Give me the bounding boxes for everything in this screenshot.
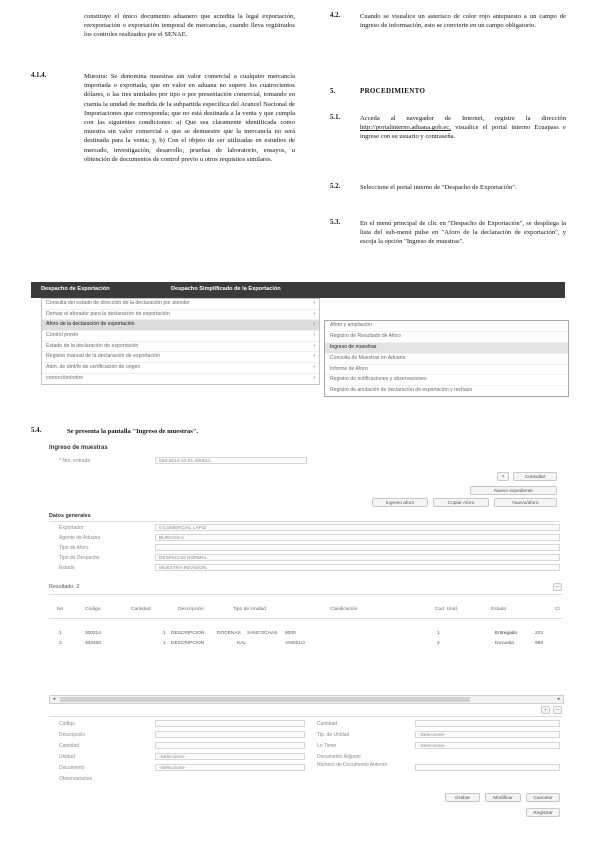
- menu-item[interactable]: Derivar el aforador para la declaración de exportación ›: [42, 310, 319, 321]
- prior-document-input[interactable]: [415, 764, 560, 771]
- status-field[interactable]: MUESTRA REVISION: [155, 564, 560, 571]
- ingreso-muestras-screen: Ingreso de muestras * Nro. entrada 028-2013-10-01-000011 ? Consultar Nuevo expediente Ingreso aforo Copiar Aforo Nuevo/aforo Datos generales Exportador 0 COMERCIAL LAPIZ Agente de Aduana BURGOS A Tipo de Aforo Tipo de Despacho DESPACHO NORMAL Estado MUESTRA REVISION Resultado: 2 − No Código Cantidad Descripción Tipo de Unidad Clasificación Cod. Unid. Estado Cl 1 300214 1 DESCRIPCION DOCENAS SANCOCHAS 8000 1 Entregado 222 2 300400 1 DESCRIPCION KAL ANGELO 2 Devuelta 999 ◂ ▸ + − Código Descripción Cantidad Unidad -Seleccione- Documento -Seleccione- Observaciones Cantidad Tip. de Unidad -Seleccione- Lo Tiene -Seleccione- Documento Adjunto Número de Documento Anterior Grabar Modificar Cancelar Registrar: [45, 441, 570, 823]
- column-header[interactable]: Estado: [491, 607, 507, 612]
- menu-item[interactable]: Registro manual de la declaración de exportación ›: [42, 352, 319, 363]
- menu-item[interactable]: Adm. de dmt/fe de certificación de origen ›: [42, 363, 319, 374]
- menu-tab-despacho-simplificado[interactable]: Despacho Simplificado de la Exportación: [171, 286, 281, 292]
- paragraph-asterisco: Cuando se visualice un asterisco de color rojo antepuesto a un campo de ingreso de información, esto se convierte en un campo obligatorio.: [360, 13, 566, 30]
- menu-item[interactable]: Estado de la declaración de exportación ›: [42, 342, 319, 353]
- menu-item[interactable]: Consulta del estado de dirección de la declaración por atender ›: [42, 299, 319, 310]
- divider: [49, 716, 562, 717]
- paragraph-muestra: Muestra: Se denomina muestras sin valor comercial a cualquier mercancía importada o exportada, que en valor en aduana no supere los cuatrocientos dólares, o las tres unidades por tipo o por presentación comercial, tomando en cuenta la unidad de medida de la subpartida específica del Arancel Nacional de Importaciones que corresponda; que no está destinada a la venta y que cumpla con las siguientes condiciones: a) Que sea claramente identificada como muestra sin valor comercial o que se demuestre que la mercancía no será destinada para la venta; y, b) Con el objeto de ser utilizadas en estudios de mercado, investigación, desarrollo, pruebas de laboratorio, ensayos, u obtención de documentos de control previo u otros requisitos similares.: [84, 73, 295, 163]
- field-label: Documento: [59, 765, 85, 771]
- field-label: Estado: [59, 565, 75, 571]
- dropdown-menu: [41, 298, 320, 385]
- field-label: Unidad: [59, 754, 75, 760]
- paragraph-acceda: [360, 114, 566, 142]
- main-menu-bar: [31, 282, 565, 298]
- field-label: Documento Adjunto: [317, 754, 361, 760]
- item-number: 4.1.4.: [31, 72, 47, 79]
- chevron-right-icon: ›: [313, 353, 315, 360]
- column-header[interactable]: No: [57, 607, 64, 612]
- modify-button[interactable]: Modificar: [485, 793, 521, 802]
- scroll-left-icon[interactable]: ◂: [52, 696, 56, 702]
- add-row-icon[interactable]: +: [541, 706, 550, 714]
- column-header[interactable]: Clasificación: [330, 607, 358, 612]
- text-fragment: visualice el portal interno Ecuapass e ingrese con su usuario y contraseña.: [360, 124, 566, 141]
- help-button[interactable]: ?: [497, 472, 509, 481]
- register-button[interactable]: Registrar: [526, 808, 560, 817]
- form-title: Ingreso de muestras: [49, 445, 108, 451]
- section-header: Datos generales: [49, 513, 91, 519]
- submenu-item[interactable]: Aforo y ampliación: [325, 321, 568, 332]
- section-number: 5.: [330, 87, 336, 95]
- new-file-button[interactable]: Nuevo expediente: [470, 486, 557, 495]
- portal-link[interactable]: http://portalinterno.aduana.gob.ec,: [360, 124, 451, 132]
- new-aforo-button[interactable]: Nuevo/aforo: [494, 498, 557, 507]
- has-it-select[interactable]: -Seleccione-: [415, 742, 560, 749]
- field-label: Lo Tiene: [317, 743, 337, 749]
- field-label: Número de Documento Anterior: [317, 762, 388, 768]
- section-title: PROCEDIMIENTO: [360, 87, 426, 95]
- unit-select[interactable]: -Seleccione-: [155, 753, 305, 760]
- chevron-right-icon: ›: [313, 332, 315, 339]
- code-input[interactable]: [155, 720, 305, 727]
- unit-type-select[interactable]: -Seleccione-: [415, 731, 560, 738]
- field-label: Tipo de Despacho: [59, 555, 100, 561]
- chevron-right-icon: ›: [313, 321, 315, 328]
- column-header[interactable]: Código: [85, 607, 101, 612]
- description-input[interactable]: [155, 731, 305, 738]
- chevron-right-icon: ›: [313, 300, 315, 306]
- field-label: Cantidad: [317, 721, 338, 727]
- chevron-right-icon: ›: [313, 310, 315, 317]
- field-label: Código: [59, 721, 75, 727]
- text-fragment: Acceda al navegador de Internet, registre la dirección: [360, 115, 566, 122]
- submenu-item-ingreso-muestras[interactable]: Ingreso de muestras: [325, 343, 568, 354]
- remove-row-icon[interactable]: −: [553, 706, 562, 714]
- document-select[interactable]: -Seleccione-: [155, 764, 305, 771]
- field-label: Exportador: [59, 525, 84, 531]
- quantity-input[interactable]: [155, 742, 305, 749]
- collapse-icon[interactable]: −: [553, 583, 562, 591]
- paragraph-pantalla: Se presenta la pantalla "Ingreso de muestras".: [67, 428, 199, 435]
- field-label: * Nro. entrada: [59, 458, 91, 464]
- chevron-right-icon: ›: [313, 364, 315, 371]
- item-number: 4.2.: [330, 12, 341, 19]
- paragraph-top: constituye el único documento aduanero que acredita la legal exportación, reexportación o exportación temporal de mercancías, cuando lleva registrados los controles realizados por el SENAE.: [84, 13, 295, 39]
- field-label: Descripción: [59, 732, 86, 738]
- menu-item[interactable]: corrección/retiro ›: [42, 374, 319, 384]
- paragraph-seleccione: Seleccione el portal interno de "Despacho de Exportación".: [360, 184, 517, 191]
- scrollbar-thumb[interactable]: [60, 697, 470, 702]
- copy-aforo-button[interactable]: Copiar Aforo: [433, 498, 489, 507]
- field-label: Cantidad: [59, 743, 80, 749]
- field-label: Tipo de Aforo: [59, 545, 89, 551]
- item-number: 5.1.: [330, 114, 341, 121]
- horizontal-scrollbar[interactable]: [49, 695, 564, 704]
- column-header[interactable]: Cl: [555, 607, 560, 612]
- menu-tab-despacho-exportacion[interactable]: Despacho de Exportación: [41, 286, 110, 292]
- ingreso-aforo-button[interactable]: Ingreso aforo: [372, 498, 428, 507]
- column-header[interactable]: Descripción: [178, 607, 204, 612]
- divider: [49, 618, 562, 619]
- result-count: Resultado: 2: [49, 584, 80, 590]
- entry-number-input[interactable]: 028-2013-10-01-000011: [155, 457, 307, 464]
- field-label: Agente de Aduana: [59, 535, 101, 541]
- column-header[interactable]: Tipo de Unidad: [233, 607, 266, 612]
- submenu: [324, 320, 569, 397]
- field-label: Tip. de Unidad: [317, 732, 350, 738]
- submenu-item[interactable]: Registro de notificaciones y observaciones: [325, 375, 568, 386]
- chevron-right-icon: ›: [313, 374, 315, 381]
- scroll-right-icon[interactable]: ▸: [557, 696, 561, 702]
- cancel-button[interactable]: Cancelar: [526, 793, 560, 802]
- aforo-type-field[interactable]: [155, 544, 560, 551]
- item-number: 5.4.: [31, 427, 42, 434]
- menu-item[interactable]: Control previo ›: [42, 331, 319, 342]
- submenu-item[interactable]: Registro de Resultado de Aforo: [325, 332, 568, 343]
- submenu-item[interactable]: Consulta de Muestras en Aduana: [325, 354, 568, 365]
- item-number: 5.3.: [330, 219, 341, 226]
- dispatch-type-field[interactable]: DESPACHO NORMAL: [155, 554, 560, 561]
- menu-item-aforo[interactable]: Aforo de la declaración de exportación ›: [42, 320, 319, 331]
- item-number: 5.2.: [330, 183, 341, 190]
- save-button[interactable]: Grabar: [445, 793, 480, 802]
- submenu-item[interactable]: Registro de anulación de declaración de exportación y rechazo: [330, 387, 473, 394]
- column-header[interactable]: Cod. Unid.: [435, 607, 459, 612]
- column-header[interactable]: Cantidad: [131, 607, 151, 612]
- exporter-field[interactable]: 0 COMERCIAL LAPIZ: [155, 524, 560, 531]
- quantity-right-input[interactable]: [415, 720, 560, 727]
- agent-field[interactable]: BURGOS A: [155, 534, 560, 541]
- divider: [49, 521, 559, 522]
- consult-button[interactable]: Consultar: [513, 472, 557, 481]
- paragraph-menu: En el menú principal de clic en "Despacho de Exportación", se despliega la lista del sub-menú pulse en "Aforo de la declaración de exportación", y escoja la opción "Ingreso de muestras".: [360, 220, 566, 246]
- field-label: Observaciones: [59, 776, 93, 782]
- submenu-item[interactable]: Informe de Aforo: [325, 365, 568, 376]
- divider: [49, 594, 562, 595]
- chevron-right-icon: ›: [313, 342, 315, 349]
